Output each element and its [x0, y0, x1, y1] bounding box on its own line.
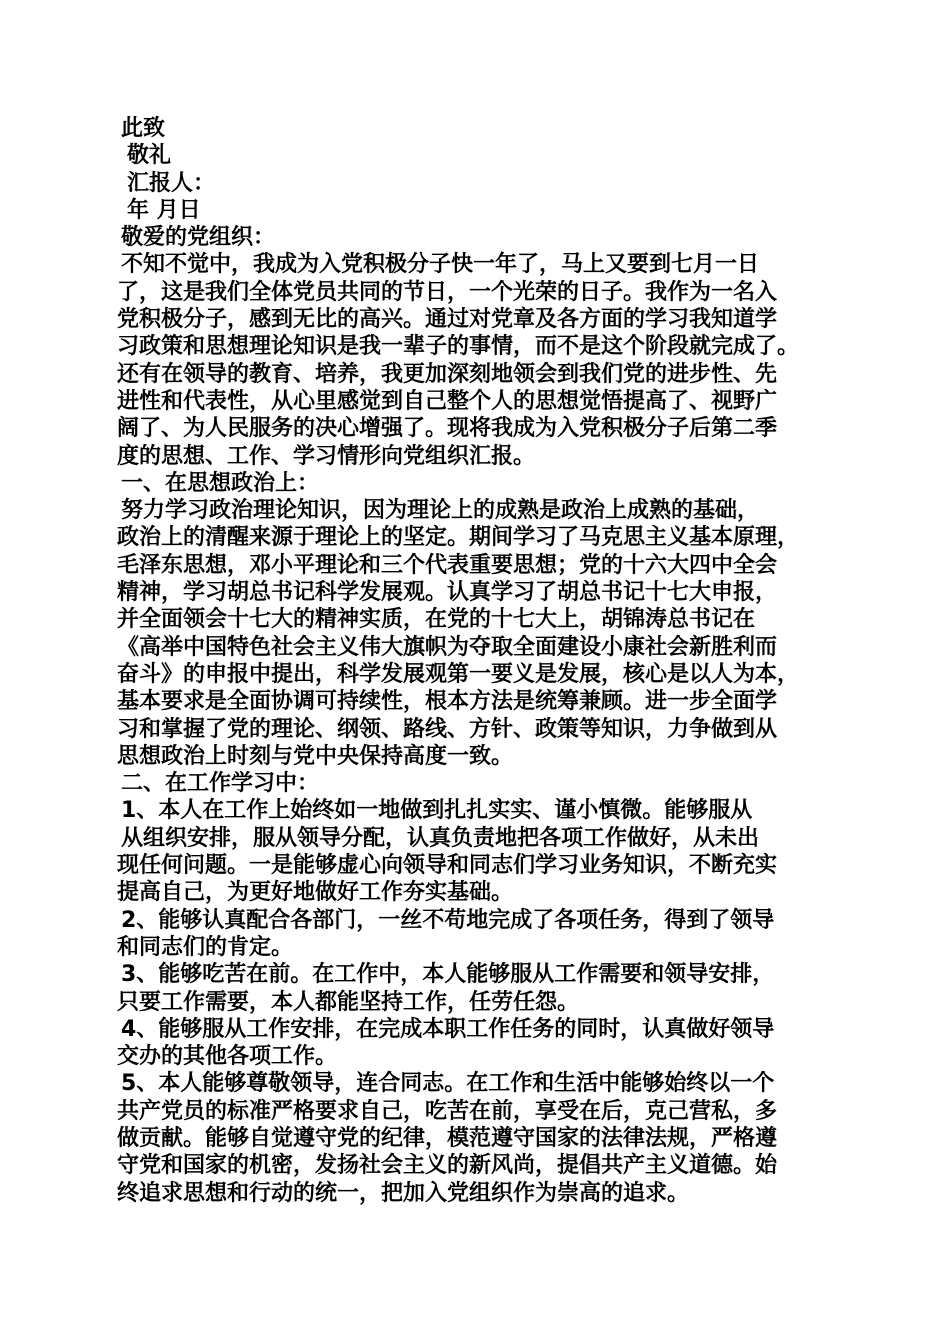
paragraph-line: 交办的其他各项工作。 — [117, 1044, 338, 1070]
paragraph-line: 提高自己，为更好地做好工作夯实基础。 — [117, 880, 514, 906]
paragraph-line: 从组织安排，服从领导分配，认真负责地把各项工作做好，从未出 — [121, 825, 760, 851]
list-item-3: 3、能够吃苦在前。在工作中，本人能够服从工作需要和领导安排， — [121, 962, 775, 988]
list-item-4: 4、能够服从工作安排，在完成本职工作任务的同时，认真做好领导 — [121, 1016, 775, 1042]
reporter-label: 汇报人： — [127, 170, 216, 196]
paragraph-line: 终追求思想和行动的统一，把加入党组织作为崇高的追求。 — [117, 1180, 690, 1206]
paragraph-line: 并全面领会十七大的精神实质，在党的十七大上，胡锦涛总书记在 — [117, 607, 756, 633]
greeting: 敬爱的党组织： — [121, 225, 276, 251]
closing-salutation: 此致 — [121, 116, 166, 141]
paragraph-line: 不知不觉中，我成为入党积极分子快一年了，马上又要到七月一日 — [121, 252, 760, 278]
paragraph-line: 奋斗》的申报中提出，科学发展观第一要义是发展，核心是以人为本， — [117, 661, 800, 687]
paragraph-line: 毛泽东思想，邓小平理论和三个代表重要思想；党的十六大四中全会 — [117, 552, 778, 578]
paragraph-line: 努力学习政治理论知识，因为理论上的成熟是政治上成熟的基础， — [121, 498, 760, 524]
list-item-1: 1、本人在工作上始终如一地做到扎扎实实、谨小慎微。能够服从 — [121, 798, 753, 824]
document-body — [117, 115, 857, 1207]
paragraph-line: 思想政治上时刻与党中央保持高度一致。 — [117, 743, 514, 769]
paragraph-line: 现任何问题。一是能够虚心向领导和同志们学习业务知识，不断充实 — [117, 853, 778, 879]
paragraph-line: 度的思想、工作、学习情形向党组织汇报。 — [117, 443, 536, 469]
paragraph-line: 政治上的清醒来源于理论上的坚定。期间学习了马克思主义基本原理， — [117, 525, 800, 551]
paragraph-line: 了，这是我们全体党员共同的节日，一个光荣的日子。我作为一名入 — [117, 279, 778, 305]
paragraph-line: 精神，学习胡总书记科学发展观。认真学习了胡总书记十七大申报， — [117, 580, 778, 606]
paragraph-line: 习和掌握了党的理论、纲领、路线、方针、政策等知识，力争做到从 — [117, 716, 778, 742]
paragraph-line: 党积极分子，感到无比的高兴。通过对党章及各方面的学习我知道学 — [117, 307, 778, 333]
section-heading-1: 一、在思想政治上： — [121, 470, 320, 496]
paragraph-line: 《高举中国特色社会主义伟大旗帜为夺取全面建设小康社会新胜利而 — [117, 634, 778, 660]
paragraph-line: 共产党员的标准严格要求自己，吃苦在前，享受在后，克己营私，多 — [117, 1098, 778, 1124]
list-item-5: 5、本人能够尊敬领导，连合同志。在工作和生活中能够始终以一个 — [121, 1071, 775, 1097]
paragraph-line: 进性和代表性，从心里感觉到自己整个人的思想觉悟提高了、视野广 — [117, 388, 778, 414]
section-heading-2: 二、在工作学习中： — [121, 771, 320, 797]
paragraph-line: 和同志们的肯定。 — [117, 934, 294, 960]
paragraph-line: 只要工作需要，本人都能坚持工作，任劳任怨。 — [117, 989, 580, 1015]
paragraph-line: 还有在领导的教育、培养，我更加深刻地领会到我们党的进步性、先 — [117, 361, 778, 387]
list-item-2: 2、能够认真配合各部门，一丝不苟地完成了各项任务，得到了领导 — [121, 907, 775, 933]
paragraph-line: 守党和国家的机密，发扬社会主义的新风尚，提倡共产主义道德。始 — [117, 1153, 778, 1179]
paragraph-line: 做贡献。能够自觉遵守党的纪律，模范遵守国家的法律法规，严格遵 — [117, 1125, 778, 1151]
paragraph-line: 阔了、为人民服务的决心增强了。现将我成为入党积极分子后第二季 — [117, 416, 778, 442]
closing-regards: 敬礼 — [127, 143, 172, 169]
paragraph-line: 基本要求是全面协调可持续性，根本方法是统筹兼顾。进一步全面学 — [117, 689, 778, 715]
paragraph-line: 习政策和思想理论知识是我一辈子的事情，而不是这个阶段就完成了。 — [117, 334, 800, 360]
date-label: 年 月日 — [127, 197, 201, 223]
